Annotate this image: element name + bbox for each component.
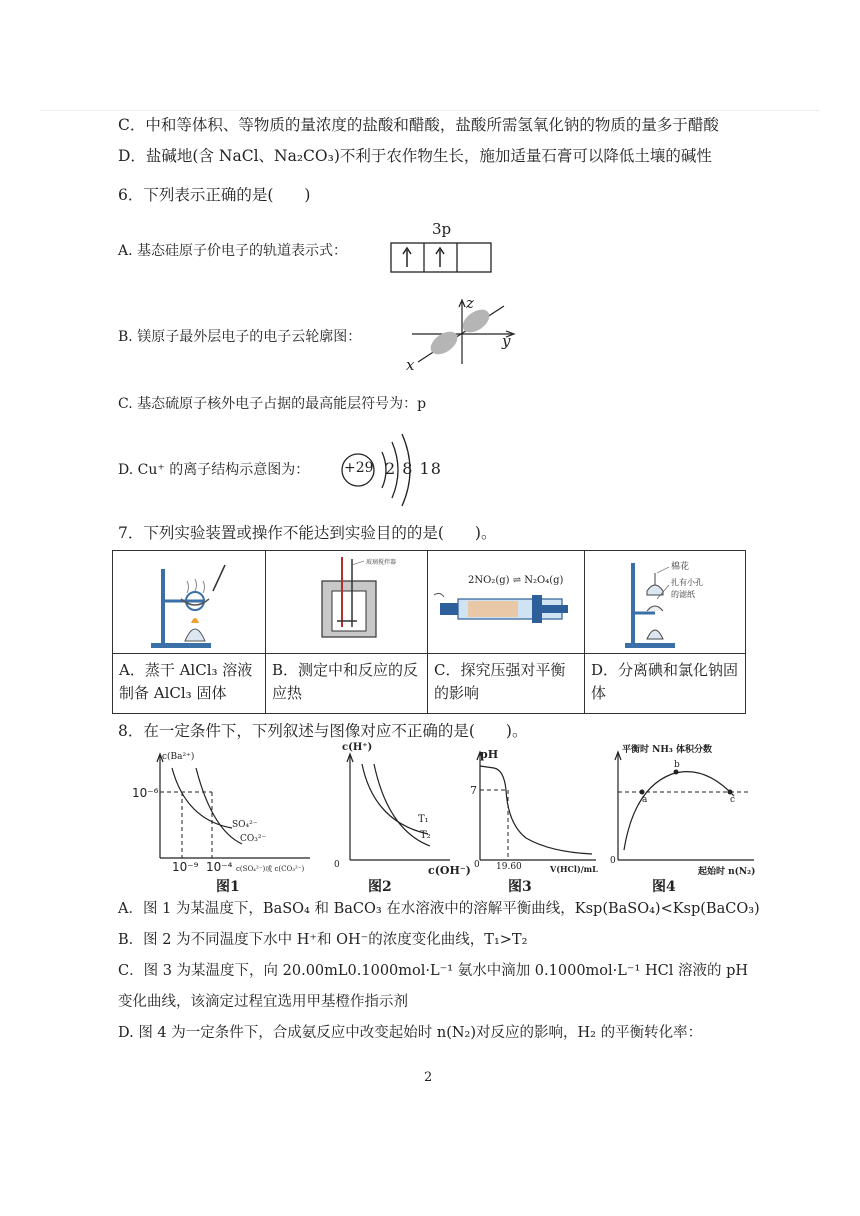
label-cotton: 棉花	[671, 562, 690, 572]
caption-d: D．分离碘和氯化钠固体	[591, 661, 739, 702]
fig3-ylabel: pH	[480, 748, 499, 761]
fig3-title: 图3	[508, 879, 532, 895]
experiment-cell-c	[428, 551, 585, 713]
fig1-xlabel: c(SO₄²⁻)或 c(CO₃²⁻)	[236, 865, 305, 873]
sublimation-apparatus	[585, 551, 745, 654]
fig4-ylabel: 平衡时 NH₃ 体积分数	[622, 745, 712, 755]
q8-stem: 8．在一定条件下，下列叙述与图像对应不正确的是( )。	[118, 722, 528, 740]
axis-z-label: z	[466, 294, 474, 312]
experiment-cell-a	[113, 551, 266, 713]
q8-option-c-line2: 变化曲线，该滴定过程宜选用甲基橙作指示剂	[118, 994, 408, 1010]
q5-option-d: D．盐碱地(含 NaCl、Na₂CO₃)不利于农作物生长，施加适量石膏可以降低土壤的碱性	[118, 147, 712, 165]
fig2-origin: 0	[334, 860, 340, 870]
label-equilibrium: 2NO₂(g) ⇌ N₂O₄(g)	[468, 575, 564, 586]
q6-stem: 6．下列表示正确的是( )	[118, 186, 311, 204]
caption-a: A．蒸干 AlCl₃ 溶液制备 AlCl₃ 固体	[119, 661, 253, 702]
q8-option-d: D. 图 4 为一定条件下，合成氨反应中改变起始时 n(N₂)对反应的影响，H₂ 的平衡转化率：	[118, 1025, 703, 1041]
fig4-point-c: c	[730, 795, 736, 805]
axis-x-label: x	[406, 356, 415, 374]
fig1-ylabel: c(Ba²⁺)	[162, 752, 195, 762]
fig4-origin: 0	[610, 856, 616, 866]
fig1-ytick: 10⁻⁶	[132, 786, 159, 800]
fig3-xlabel: V(HCl)/mL	[550, 864, 598, 874]
q8-option-b: B．图 2 为不同温度下水中 H⁺和 OH⁻的浓度变化曲线，T₁>T₂	[118, 932, 528, 948]
page-number: 2	[424, 1070, 433, 1085]
orbital-label: 3p	[432, 220, 452, 238]
experiment-cell-b	[266, 551, 428, 713]
fig4-xlabel: 起始时 n(N₂)	[698, 867, 756, 877]
figure-1-graph	[120, 750, 320, 865]
axis-y-label: y	[502, 332, 511, 350]
q8-option-c-line1: C．图 3 为某温度下，向 20.00mL0.1000mol·L⁻¹ 氨水中滴加 0.1000mol·L⁻¹ HCl 溶液的 pH	[118, 963, 748, 979]
header-rule	[40, 110, 820, 111]
syringe-apparatus	[428, 551, 584, 654]
fig2-title: 图2	[368, 879, 392, 895]
q8-option-a: A．图 1 为某温度下，BaSO₄ 和 BaCO₃ 在水溶液中的溶解平衡曲线，Ksp(BaSO₄)<Ksp(BaCO₃)	[118, 901, 760, 917]
fig2-curve-t1: T₁	[418, 814, 429, 825]
q6-option-d: D. Cu⁺ 的离子结构示意图为：	[118, 462, 310, 478]
experiment-table	[112, 550, 746, 714]
fig4-point-b: b	[674, 760, 680, 770]
q7-stem: 7．下列实验装置或操作不能达到实验目的的是( )。	[118, 524, 497, 542]
fig3-xtick: 19.60	[496, 862, 522, 872]
calorimeter-apparatus	[266, 551, 427, 654]
figure-2-graph	[340, 750, 460, 865]
shell-electrons: 2 8 18	[385, 459, 442, 478]
fig3-origin: 0	[474, 860, 480, 870]
fig1-title: 图1	[216, 879, 240, 895]
evaporation-apparatus	[113, 551, 265, 654]
label-stirrer: 玻璃搅拌器	[366, 559, 397, 566]
fig1-xtick1: 10⁻⁹	[172, 860, 199, 874]
q5-option-c: C．中和等体积、等物质的量浓度的盐酸和醋酸，盐酸所需氢氧化钠的物质的量多于醋酸	[118, 116, 719, 134]
fig1-curve-co3: CO₃²⁻	[240, 834, 267, 844]
fig4-title: 图4	[652, 879, 676, 895]
fig2-xlabel: c(OH⁻)	[428, 864, 471, 877]
fig1-curve-so4: SO₄²⁻	[232, 820, 258, 830]
fig2-curve-t2: T₂	[420, 830, 431, 841]
q6-option-b: B. 镁原子最外层电子的电子云轮廓图：	[118, 329, 362, 345]
q6-option-a: A. 基态硅原子价电子的轨道表示式：	[118, 243, 348, 259]
figure-3-graph	[470, 750, 600, 865]
figure-4-graph	[608, 750, 758, 865]
label-filter-paper: 的滤纸	[671, 590, 695, 599]
orbital-diagram	[390, 242, 494, 274]
caption-c: C．探究压强对平衡的影响	[434, 661, 566, 702]
nucleus-charge: +29	[344, 460, 374, 476]
fig3-ytick: 7	[470, 784, 477, 797]
fig1-xtick2: 10⁻⁴	[206, 860, 233, 874]
q6-option-c: C. 基态硫原子核外电子占据的最高能层符号为：p	[118, 396, 427, 412]
experiment-cell-d	[585, 551, 745, 713]
fig4-point-a: a	[642, 795, 648, 805]
caption-b: B．测定中和反应的反应热	[272, 661, 419, 702]
fig2-ylabel: c(H⁺)	[342, 742, 373, 753]
label-holes: 扎有小孔	[671, 578, 703, 587]
